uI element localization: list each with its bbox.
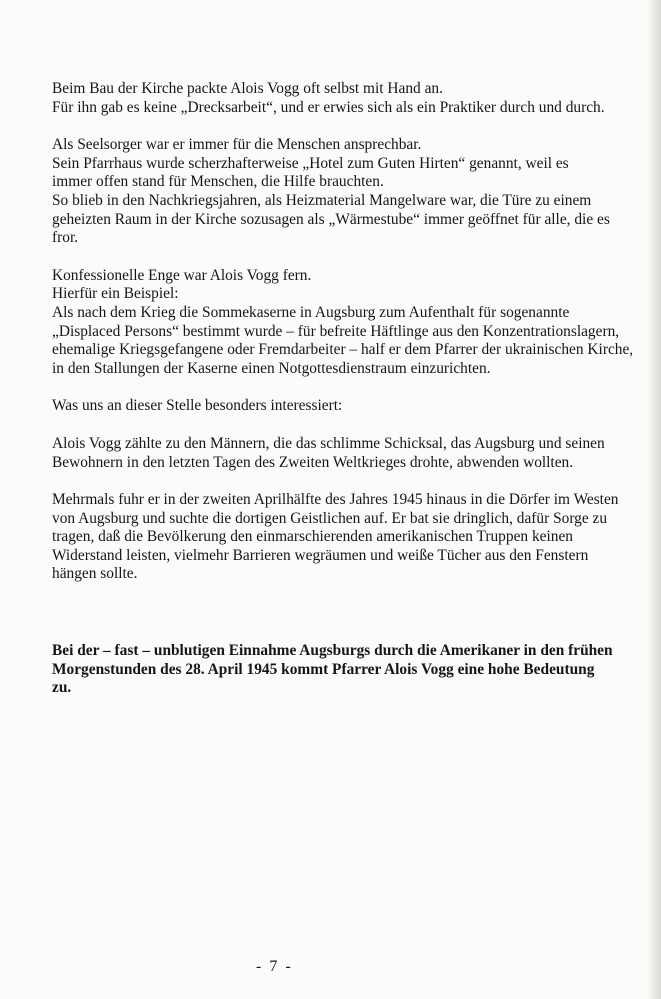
text-line: Konfessionelle Enge war Alois Vogg fern. xyxy=(52,266,312,284)
text-line: ehemalige Kriegsgefangene oder Fremdarbeiter – half er dem Pfarrer der ukrainischen Kirche, xyxy=(52,341,634,359)
text-line: zu. xyxy=(52,679,72,697)
paragraph-seelsorger xyxy=(52,136,612,248)
text-line: Was uns an dieser Stelle besonders interessiert: xyxy=(52,397,343,415)
text-line: Hierfür ein Beispiel: xyxy=(52,285,179,303)
text-line: fror. xyxy=(52,229,79,247)
body-text xyxy=(52,80,634,717)
text-line: „Displaced Persons“ bestimmt wurde – für befreite Häftlinge aus den Konzentrationslagern, xyxy=(52,322,620,340)
text-line: Als Seelsorger war er immer für die Menschen ansprechbar. xyxy=(52,136,422,154)
text-line: Mehrmals fuhr er in der zweiten Aprilhälfte des Jahres 1945 hinaus in die Dörfer im Westen xyxy=(52,491,619,509)
text-line: tragen, daß die Bevölkerung den einmarschierenden amerikanischen Truppen keinen xyxy=(52,528,573,546)
paragraph-schicksal xyxy=(52,435,612,472)
text-line: Morgenstunden des 28. April 1945 kommt Pfarrer Alois Vogg eine hohe Bedeutung xyxy=(52,660,595,678)
text-line: geheizten Raum in der Kirche sozusagen als „Wärmestube“ immer geöffnet für alle, die es xyxy=(52,210,610,228)
text-line: Bewohnern in den letzten Tagen des Zweiten Weltkrieges drohte, abwenden wollten. xyxy=(52,453,574,471)
text-line: Für ihn gab es keine „Drecksarbeit“, und er erwies sich als ein Praktiker durch und durch. xyxy=(52,98,605,116)
text-line: Beim Bau der Kirche packte Alois Vogg oft selbst mit Hand an. xyxy=(52,80,443,97)
paragraph-konfession xyxy=(52,266,634,379)
paragraph-bedeutung-bold xyxy=(52,642,612,698)
text-line: Sein Pfarrhaus wurde scherzhafterweise „Hotel zum Guten Hirten“ genannt, weil es xyxy=(52,154,569,172)
text-line: Als nach dem Krieg die Sommekaserne in Augsburg zum Aufenthalt für sogenannte xyxy=(52,303,570,321)
text-line: So blieb in den Nachkriegsjahren, als Heizmaterial Mangelware war, die Türe zu einem xyxy=(52,191,592,209)
paragraph-interesse xyxy=(52,397,612,416)
text-line: Widerstand leisten, vielmehr Barrieren wegräumen und weiße Tücher aus den Fenstern xyxy=(52,546,589,564)
text-line: von Augsburg und suchte die dortigen Geistlichen auf. Er bat sie dringlich, dafür Sorge zu xyxy=(52,509,608,527)
text-line: hängen sollte. xyxy=(52,565,138,583)
page-edge-shadow xyxy=(647,0,661,999)
page-number: - 7 - xyxy=(256,958,293,975)
paragraph-aprilhaelfte xyxy=(52,491,619,584)
text-line: in den Stallungen der Kaserne einen Notgottesdienstraum einzurichten. xyxy=(52,359,491,377)
text-line: Bei der – fast – unblutigen Einnahme Augsburgs durch die Amerikaner in den frühen xyxy=(52,642,613,660)
text-line: Alois Vogg zählte zu den Männern, die das schlimme Schicksal, das Augsburg und seinen xyxy=(52,434,605,452)
paragraph-kirchenbau xyxy=(52,80,612,117)
text-line: immer offen stand für Menschen, die Hilfe brauchten. xyxy=(52,173,384,191)
